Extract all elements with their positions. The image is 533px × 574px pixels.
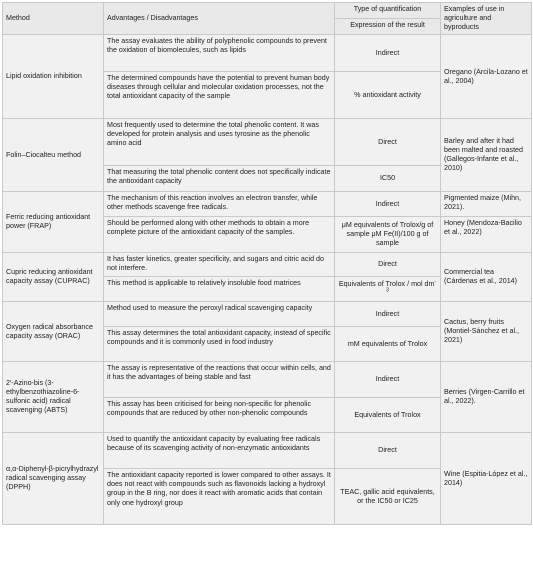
table-header (3, 3, 532, 35)
table-row (3, 362, 532, 398)
disadvantage-cell: This assay determines the total antioxidant capacity, instead of specific compounds and it is commonly used in food industry (104, 327, 335, 362)
quantification-cell: Direct (335, 253, 441, 277)
method-cell: Cupric reducing antioxidant capacity assay (CUPRAC) (3, 253, 104, 302)
method-cell: α,α-Diphenyl-β-picrylhydrazyl radical scavenging assay (DPPH) (3, 433, 104, 525)
advantage-cell: The mechanism of this reaction involves an electron transfer, while other methods scavenge free radicals. (104, 192, 335, 217)
quantification-cell: Indirect (335, 362, 441, 398)
expression-cell: Equivalents of Trolox (335, 398, 441, 433)
header-uses: Examples of use in agriculture and byproducts (441, 3, 532, 35)
quantification-cell: Direct (335, 119, 441, 166)
expression-text: Equivalents of Trolox / mol dm (338, 280, 435, 289)
quantification-cell: Indirect (335, 35, 441, 72)
advantage-cell: Most frequently used to determine the total phenolic content. It was developed for protein analysis and uses tyrosine as the phenolic amino acid (104, 119, 335, 166)
expression-cell: % antioxidant activity (335, 72, 441, 119)
method-cell: Ferric reducing antioxidant power (FRAP) (3, 192, 104, 253)
table-row (3, 119, 532, 166)
expression-cell: mM equivalents of Trolox (335, 327, 441, 362)
uses-cell: Cactus, berry fruits (Montiel-Sánchez et al., 2021) (441, 302, 532, 362)
quantification-cell: Indirect (335, 192, 441, 217)
method-cell: Lipid oxidation inhibition (3, 35, 104, 119)
uses-cell: Oregano (Arcila-Lozano et al., 2004) (441, 35, 532, 119)
disadvantage-cell: That measuring the total phenolic content does not specifically indicate the antioxidant capacity (104, 166, 335, 192)
table-row (3, 433, 532, 469)
method-cell: Oxygen radical absorbance capacity assay (ORAC) (3, 302, 104, 362)
expression-cell: TEAC, gallic acid equivalents, or the IC50 or IC25 (335, 469, 441, 525)
advantage-cell: Used to quantify the antioxidant capacity by evaluating free radicals because of its scavenging activity of non-enzymatic antioxidants (104, 433, 335, 469)
header-row (3, 3, 532, 19)
expression-cell (335, 277, 441, 302)
table-row (3, 302, 532, 327)
expression-cell: IC50 (335, 166, 441, 192)
expression-cell: μM equivalents of Trolox/g of sample μM Fe(II)/100 g of sample (335, 217, 441, 253)
advantage-cell: The assay evaluates the ability of polyphenolic compounds to prevent the oxidation of biomolecules, such as lipids (104, 35, 335, 72)
header-expression: Expression of the result (335, 19, 441, 35)
disadvantage-cell: The determined compounds have the potential to prevent human body diseases through cellular and molecular oxidation processes, not the total antioxidant capacity of the sample (104, 72, 335, 119)
table-row (3, 35, 532, 72)
uses-cell: Barley and after it had been malted and roasted (Gallegos-Infante et al., 2010) (441, 119, 532, 192)
disadvantage-cell: This method is applicable to relatively insoluble food matrices (104, 277, 335, 302)
method-cell: 2′-Azino-bis (3-ethylbenzothiazoline-6-sulfonic acid) radical scavenging (ABTS) (3, 362, 104, 433)
disadvantage-cell: This assay has been criticised for being non-specific for phenolic compounds that are reduced by other non-phenolic compounds (104, 398, 335, 433)
advantage-cell: The assay is representative of the reactions that occur within cells, and it has the advantages of being stable and fast (104, 362, 335, 398)
uses-cell: Pigmented maize (Mihn, 2021). (441, 192, 532, 217)
table-body (3, 35, 532, 525)
header-method: Method (3, 3, 104, 35)
uses-cell: Berries (Virgen-Carrillo et al., 2022). (441, 362, 532, 433)
antioxidant-methods-table (2, 2, 532, 525)
header-quantification: Type of quantification (335, 3, 441, 19)
uses-cell: Honey (Mendoza-Bacilio et al., 2022) (441, 217, 532, 253)
table-row (3, 192, 532, 217)
header-advantages: Advantages / Disadvantages (104, 3, 335, 35)
method-cell: Folin–Ciocalteu method (3, 119, 104, 192)
uses-cell: Wine (Espitia-López et al., 2014) (441, 433, 532, 525)
disadvantage-cell: Should be performed along with other methods to obtain a more complete picture of the antioxidant capacity of the samples. (104, 217, 335, 253)
table-row (3, 253, 532, 277)
disadvantage-cell: The antioxidant capacity reported is lower compared to other assays. It does not react with compounds such as flavonoids lacking a hydroxyl group in the B ring, nor does it react with aromatic acids that contain only one hydroxyl group (104, 469, 335, 525)
expression-exponent: -3 (386, 278, 437, 294)
advantage-cell: Method used to measure the peroxyl radical scavenging capacity (104, 302, 335, 327)
quantification-cell: Indirect (335, 302, 441, 327)
advantage-cell: It has faster kinetics, greater specificity, and sugars and citric acid do not interfere. (104, 253, 335, 277)
quantification-cell: Direct (335, 433, 441, 469)
uses-cell: Commercial tea (Cárdenas et al., 2014) (441, 253, 532, 302)
